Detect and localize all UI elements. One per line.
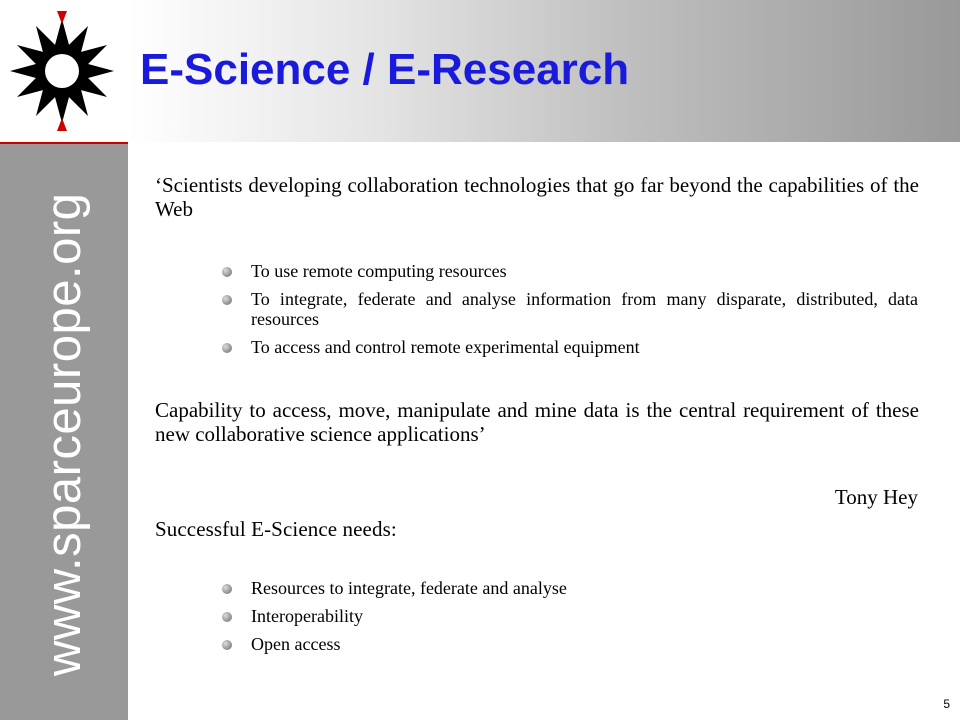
needs-heading: Successful E-Science needs: <box>155 517 397 541</box>
quote-body-text: Capability to access, move, manipulate and mine data is the central requirement of these new collaborative science applications’ <box>155 398 919 446</box>
slide-title: E-Science / E-Research <box>140 45 630 94</box>
quote-attribution: Tony Hey <box>834 485 918 509</box>
list-item: Open access <box>218 634 918 654</box>
list-item: To access and control remote experimental equipment <box>218 337 918 357</box>
bullet-list-needs <box>218 578 918 662</box>
bullet-list-capabilities <box>218 261 918 365</box>
page-number: 5 <box>943 697 950 711</box>
sparc-europe-logo-icon <box>0 0 128 142</box>
list-item: To integrate, federate and analyse information from many disparate, distributed, data resources <box>218 289 918 329</box>
quote-intro-text: ‘Scientists developing collaboration technologies that go far beyond the capabilities of the Web <box>155 173 919 221</box>
sidebar-divider <box>0 142 128 144</box>
logo-red-notch-bottom <box>57 118 67 131</box>
logo-red-notch-top <box>57 11 67 24</box>
list-item: Interoperability <box>218 606 918 626</box>
list-item: Resources to integrate, federate and analyse <box>218 578 918 598</box>
logo-center <box>45 54 79 88</box>
sidebar-url-text: www.sparceurope.org <box>37 192 91 676</box>
list-item: To use remote computing resources <box>218 261 918 281</box>
logo-panel <box>0 0 128 142</box>
